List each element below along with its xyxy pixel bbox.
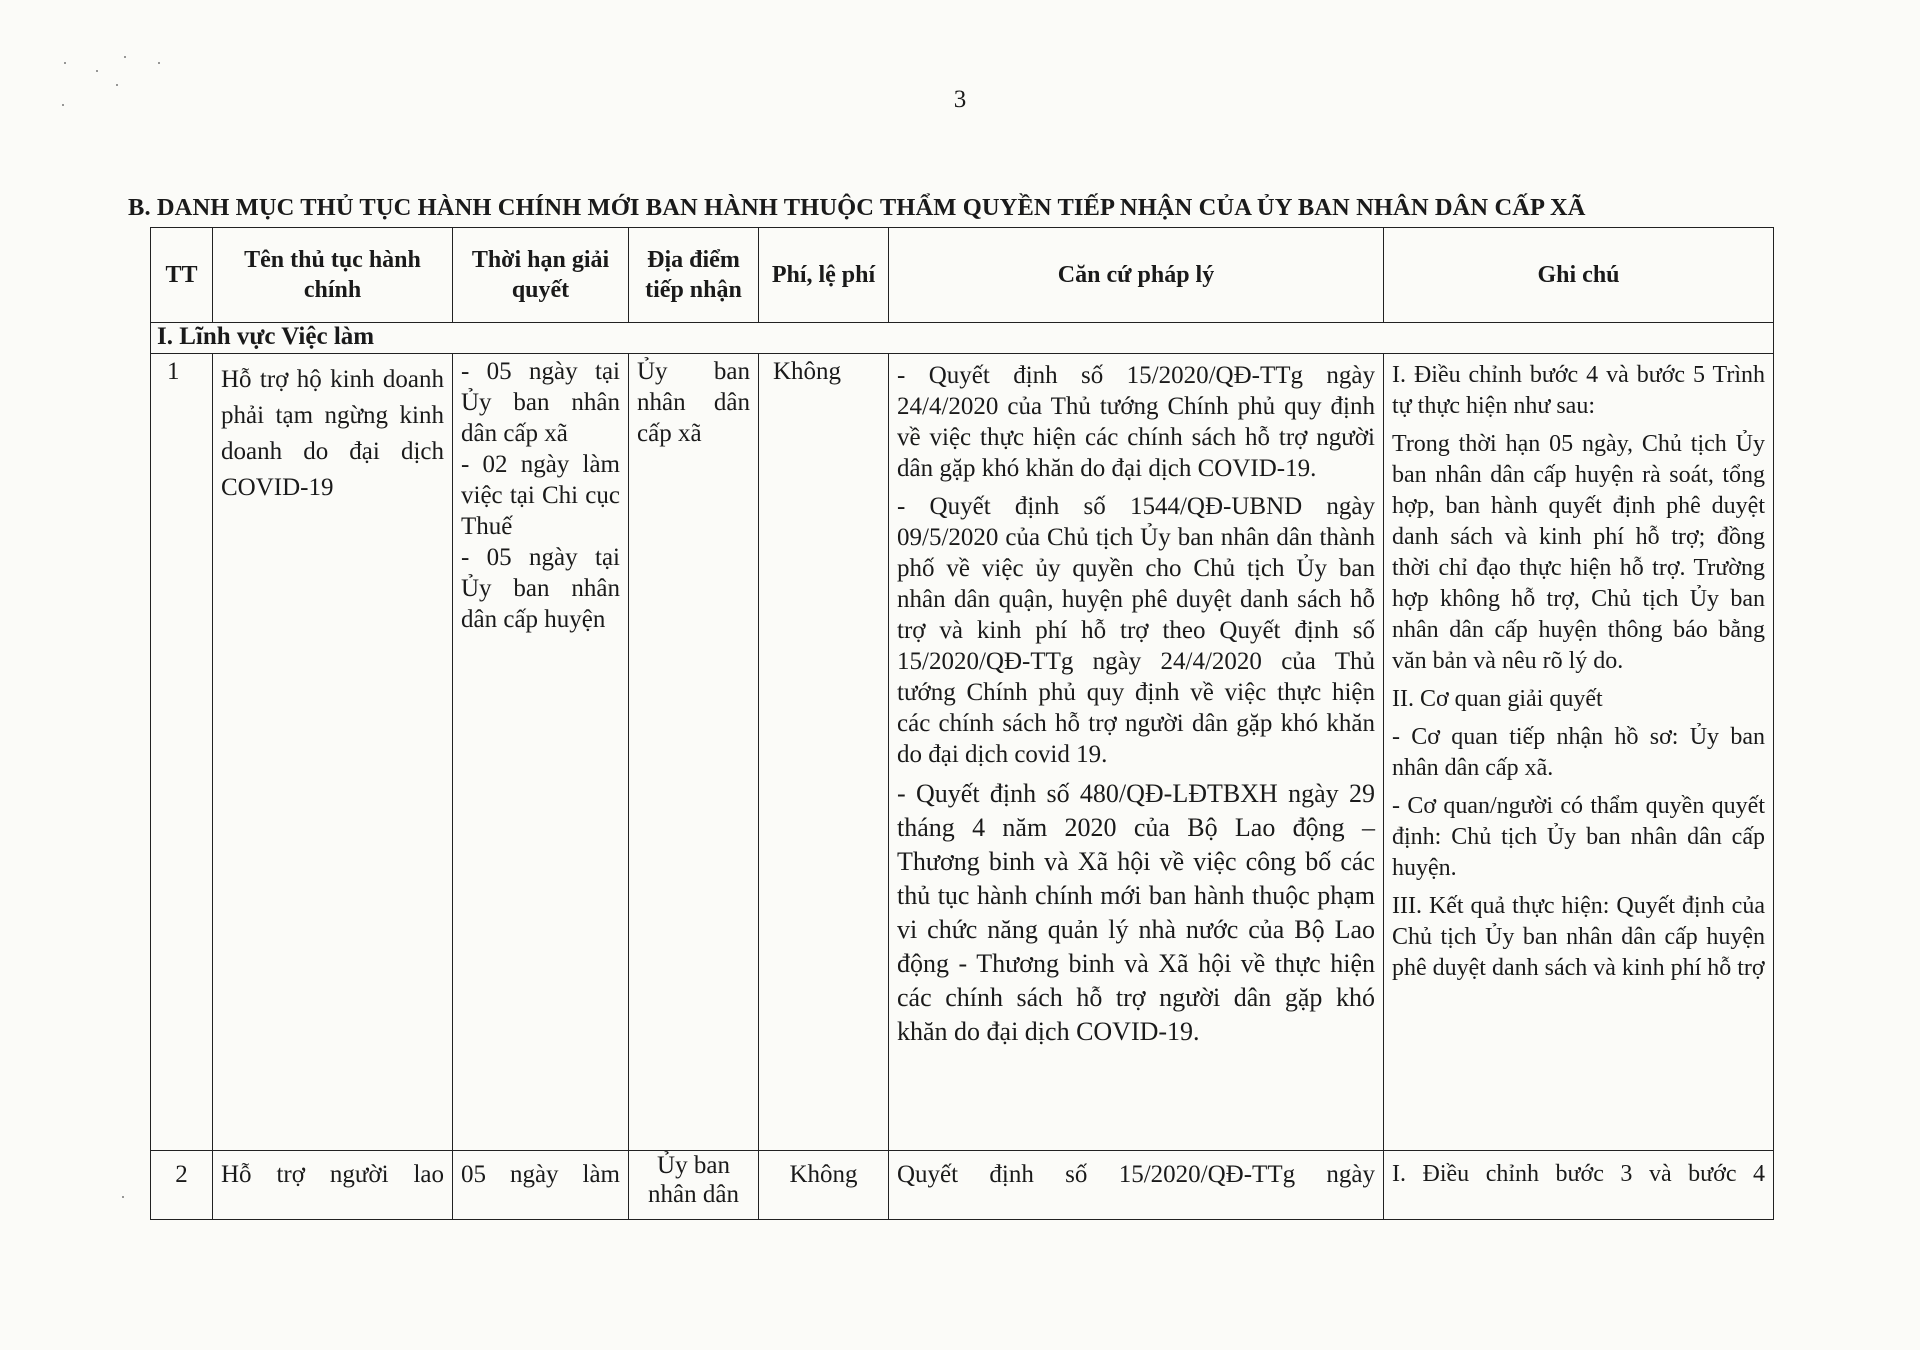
fee-cell: Không [759,354,889,1151]
scan-speck [96,70,98,72]
page-number: 3 [953,86,967,113]
group-title: I. Lĩnh vực Việc làm [151,323,1774,354]
header-deadline: Thời hạn giải quyết [453,228,629,323]
notes-cell: I. Điều chỉnh bước 3 và bước 4 [1384,1151,1774,1220]
place-cell: Ủy ban nhân dân [629,1151,759,1220]
procedure-name: Hỗ trợ người lao [213,1151,453,1220]
header-legal-basis: Căn cứ pháp lý [889,228,1384,323]
legal-basis-cell [889,354,1384,1151]
legal-basis-cell: Quyết định số 15/2020/QĐ-TTg ngày [889,1151,1384,1220]
table-row [151,1151,1774,1220]
row-tt: 2 [151,1151,213,1220]
deadline-line: - 05 ngày tại Ủy ban nhân dân cấp xã [461,358,620,447]
note-paragraph: Trong thời hạn 05 ngày, Chủ tịch Ủy ban nhân dân cấp huyện rà soát, tổng hợp, ban hành quyết định phê duyệt danh sách và kinh phí hỗ trợ; đồng thời chỉ đạo thực hiện hỗ trợ. Trường hợp không hỗ trợ, Chủ tịch Ủy ban nhân dân cấp huyện thông báo bằng văn bản và nêu rõ lý do. [1392,431,1765,674]
table-header-row [151,228,1774,323]
header-fee: Phí, lệ phí [759,228,889,323]
procedure-table [150,227,1774,1220]
deadline-line: - 05 ngày tại Ủy ban nhân dân cấp huyện [461,544,620,633]
deadline-line: - 02 ngày làm việc tại Chi cục Thuế [461,451,620,540]
header-procedure-name: Tên thủ tục hành chính [213,228,453,323]
header-notes: Ghi chú [1384,228,1774,323]
note-paragraph: - Cơ quan tiếp nhận hồ sơ: Ủy ban nhân dân cấp xã. [1392,724,1765,781]
section-heading: B. DANH MỤC THỦ TỤC HÀNH CHÍNH MỚI BAN HÀNH THUỘC THẨM QUYỀN TIẾP NHẬN CỦA ỦY BAN NHÂN DÂN CẤP XÃ [128,194,1586,221]
header-tt: TT [151,228,213,323]
note-paragraph: III. Kết quả thực hiện: Quyết định của Chủ tịch Ủy ban nhân dân cấp huyện phê duyệt danh sách và kinh phí hỗ trợ [1392,893,1765,981]
procedure-name: Hỗ trợ hộ kinh doanh phải tạm ngừng kinh doanh do đại dịch COVID-19 [213,354,453,1151]
header-place: Địa điểm tiếp nhận [629,228,759,323]
legal-paragraph: - Quyết định số 480/QĐ-LĐTBXH ngày 29 tháng 4 năm 2020 của Bộ Lao động – Thương binh và Xã hội về việc công bố các thủ tục hành chính mới ban hành thuộc phạm vi chức năng quản lý nhà nước của Bộ Lao động - Thương binh và Xã hội về thực hiện các chính sách hỗ trợ người dân gặp khó khăn do đại dịch COVID-19. [897,779,1375,1046]
legal-paragraph: - Quyết định số 1544/QĐ-UBND ngày 09/5/2020 của Chủ tịch Ủy ban nhân dân thành phố về việc ủy quyền cho Chủ tịch Ủy ban nhân dân quận, huyện phê duyệt danh sách hỗ trợ và kinh phí hỗ trợ theo Quyết định số 15/2020/QĐ-TTg ngày 24/4/2020 của Thủ tướng Chính phủ quy định về việc thực hiện các chính sách hỗ trợ người dân gặp khó khăn do đại dịch covid 19. [897,493,1375,768]
group-row [151,323,1774,354]
scan-speck [124,56,126,58]
legal-paragraph: - Quyết định số 15/2020/QĐ-TTg ngày 24/4/2020 của Thủ tướng Chính phủ quy định về việc thực hiện các chính sách hỗ trợ người dân gặp khó khăn do đại dịch COVID-19. [897,362,1375,482]
place-cell: Ủy ban nhân dân cấp xã [629,354,759,1151]
note-paragraph: I. Điều chỉnh bước 4 và bước 5 Trình tự thực hiện như sau: [1392,362,1765,419]
scan-speck [122,1196,124,1198]
notes-cell [1384,354,1774,1151]
scan-speck [158,62,160,64]
fee-cell: Không [759,1151,889,1220]
deadline-cell [453,354,629,1151]
scan-speck [64,62,66,64]
deadline-cell: 05 ngày làm [453,1151,629,1220]
row-tt: 1 [151,354,213,1151]
note-paragraph: - Cơ quan/người có thẩm quyền quyết định: Chủ tịch Ủy ban nhân dân cấp huyện. [1392,793,1765,881]
note-paragraph: II. Cơ quan giải quyết [1392,686,1603,712]
table-row [151,354,1774,1151]
